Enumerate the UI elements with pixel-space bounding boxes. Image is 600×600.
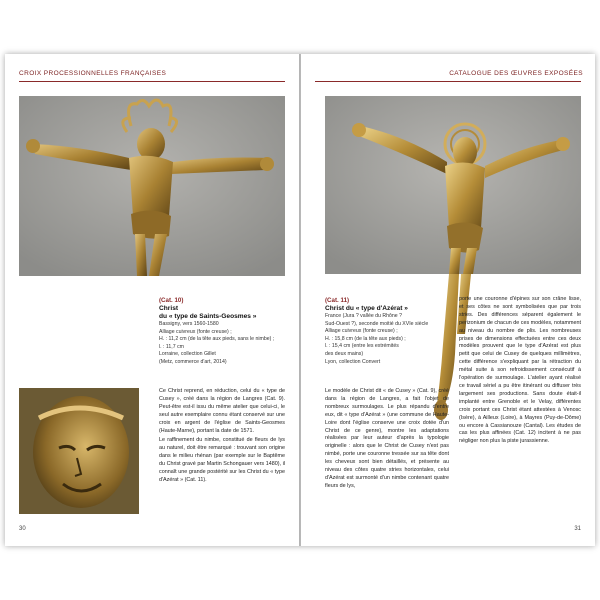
caption-line: Bassigny, vers 1560-1580: [159, 321, 219, 327]
page-number-left: 30: [19, 526, 26, 532]
paragraph: Le raffinement du nimbe, constitué de fleurs de lys au naturel, doit être remarqué : trouvant son origine dans le milieu rhénan (par exemple sur le Baptême du Christ gravé par Martin Schongauer vers 1480), il connaît une grande postérité sur les Christ du « type d'Azérat » (Cat. 11).: [159, 437, 285, 483]
caption-line: France (Jura ? vallée du Rhône ?: [325, 313, 402, 319]
caption-line: l. : 15,4 cm (entre les extrémités: [325, 343, 399, 350]
caption-line: Alliage cuivreux (fonte creuse) ;: [325, 328, 398, 335]
body-text-left: [159, 388, 285, 487]
crucifix-detail-photo: [19, 388, 139, 514]
paragraph: Le modèle de Christ dit « de Cusey » (Cat. 9), créé dans la région de Langres, a fait l'objet de nombreux surmoulages. Le plus répandu d'entre eux, dit « type d'Azérat » (une commune de Haute-Loire dont l'église conserve une croix dotée d'un Christ de ce genre), montre les adaptations réalisées par leur auteur d'après la typologie originelle : alors que le Christ de Cusey n'est pas nimbé, porte une couronne tressée sur sa tête dont les cheveux sont bien détaillés, et présente au niveau des côtes quatre stries horizontales, celui d'Azérat est surmonté d'un nimbe contenant quatre fleurs de lys,: [325, 388, 449, 489]
caption-line: l. : 11,7 cm: [159, 343, 184, 350]
body-text-right-col2: [459, 296, 581, 448]
caption-cat-10: [159, 297, 289, 367]
caption-line: des deux mains): [325, 350, 364, 357]
running-head-left: CROIX PROCESSIONNELLES FRANÇAISES: [19, 70, 167, 77]
caption-line: Alliage cuivreux (fonte creuse) ;: [159, 328, 232, 335]
crucifix-image: [19, 96, 285, 276]
caption-line: Lorraine, collection Gillet: [159, 351, 216, 358]
page-number-right: 31: [574, 526, 581, 532]
caption-title: Christ du « type d'Azérat »: [325, 305, 408, 312]
running-head-right: CATALOGUE DES ŒUVRES EXPOSÉES: [449, 70, 583, 77]
caption-line: H. : 11,2 cm (de la tête aux pieds, sans le nimbe) ;: [159, 336, 275, 343]
catalogue-number: (Cat. 10): [159, 297, 184, 304]
header-rule-right: [315, 81, 581, 82]
catalogue-number: (Cat. 11): [325, 297, 350, 304]
caption-line: Sud-Ouest ?), seconde moitié du XVIe siècle: [325, 320, 429, 327]
caption-subtitle: du « type de Saints-Geosmes »: [159, 313, 257, 320]
body-text-right-col1: [325, 388, 449, 493]
caption-line: Lyon, collection Convert: [325, 358, 381, 365]
left-page: [5, 54, 299, 546]
caption-line: (Metz, commerce d'art, 2014): [159, 358, 227, 365]
caption-title: Christ: [159, 305, 179, 312]
book-spread: [5, 54, 595, 546]
right-page: [301, 54, 595, 546]
crucifix-detail-image: [19, 388, 139, 514]
caption-line: H. : 15,8 cm (de la tête aux pieds) ;: [325, 335, 406, 342]
crucifix-image: [325, 96, 581, 274]
crucifix-photo-saints-geosmes: [19, 96, 285, 276]
header-rule-left: [19, 81, 285, 82]
crucifix-photo-azerat: [325, 96, 581, 274]
paragraph: porte une couronne d'épines sur son crâne lisse, et ses côtes ne sont symbolisées que par trois stries. Des différences séparent également le perizonium de chacun de ces modèles, notamment au niveau du nombre de plis. Les nombreuses prises de dimensions effectuées entre ces deux modèles prouvent que le type d'Azérat est plus petit que celui de Cusey de quelques millimètres, cette différence s'expliquant par la rétraction du métal suite à son refroidissement consécutif à l'opération de surmoulage. L'atelier ayant réalisé ce travail sériel a pu être itinérant ou diffuser très largement ses productions. Sans doute était-il implanté entre Grenoble et le Velay, différentes croix portant ces Christ étant attestées à Venosc (Isère), à Ailleux (Loire), à Mayres (Puy-de-Dôme) ou encore à Cassianouze (Cantal). Les études de cas les plus affinées (Cat. 12) incitent à ne pas négliger non plus la piste jurassienne.: [459, 296, 581, 445]
caption-cat-11: [325, 297, 445, 366]
paragraph: Ce Christ reprend, en réduction, celui du « type de Cusey », créé dans la région de Langres (Cat. 9). Peut-être est-il issu du même atelier que celui-ci, le seul autre exemplaire connu étant conservé sur une croix en argent de l'église de Saints-Geosmes (Haute-Marne), portant la date de 1571.: [159, 388, 285, 434]
